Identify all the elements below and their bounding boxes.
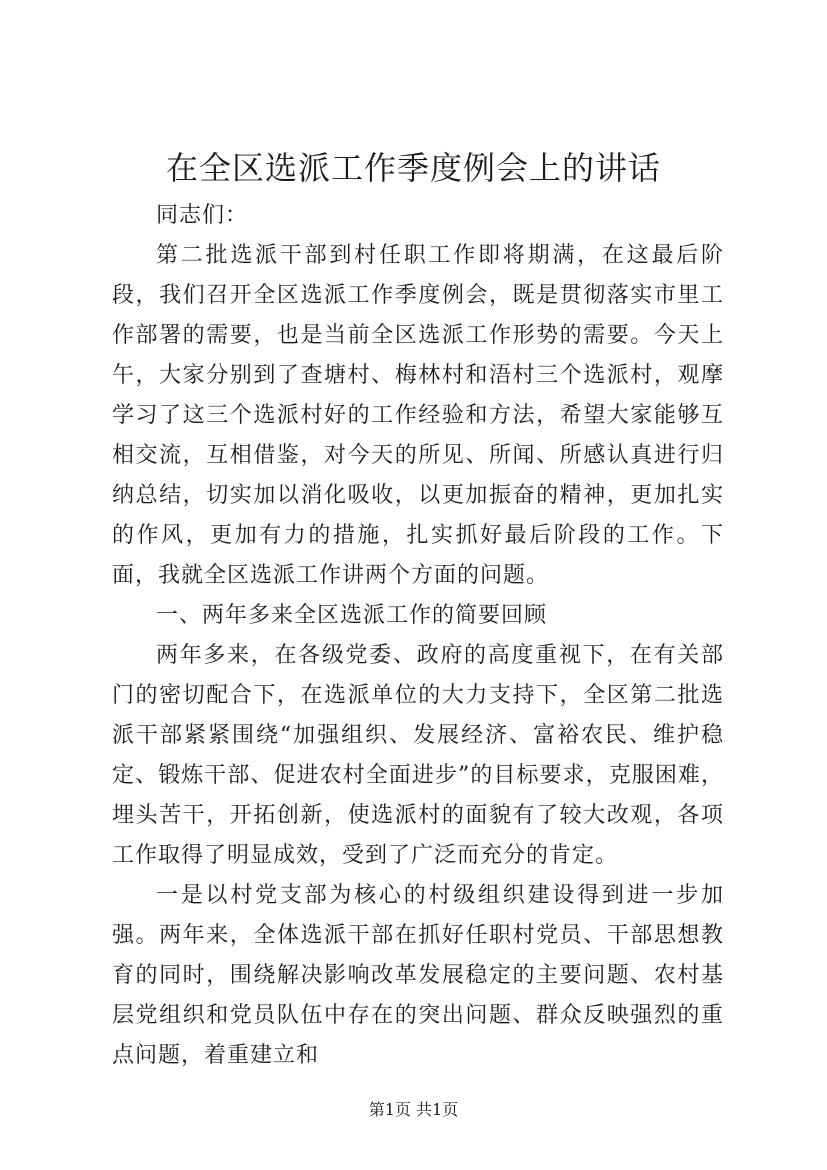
page-number-label: 第1页 共1页 bbox=[368, 1100, 459, 1119]
paragraph-point-one: 一是以村党支部为核心的村级组织建设得到进一步加强。两年来，全体选派干部在抓好任职村党员、干部思想教育的同时，围绕解决影响改革发展稳定的主要问题、农村基层党组织和党员队伍中存在的突出问题、群众反映强烈的重点问题，着重建立和 bbox=[112, 883, 724, 1068]
paragraph-review: 两年多来，在各级党委、政府的高度重视下，在有关部门的密切配合下，在选派单位的大力支持下，全区第二批选派干部紧紧围绕“加强组织、发展经济、富裕农民、维护稳定、锻炼干部、促进农村全面进步”的目标要求，克服困难，埋头苦干，开拓创新，使选派村的面貌有了较大改观，各项工作取得了明显成效，受到了广泛而充分的肯定。 bbox=[112, 643, 724, 868]
section-heading-review: 一、两年多来全区选派工作的简要回顾 bbox=[156, 603, 548, 628]
paragraph-greeting: 同志们： bbox=[156, 203, 249, 228]
document-title: 在全区选派工作季度例会上的讲话 bbox=[165, 149, 661, 187]
page-footer bbox=[0, 1098, 827, 1122]
paragraph-intro: 第二批选派干部到村任职工作即将期满，在这最后阶段，我们召开全区选派工作季度例会，既是贯彻落实市里工作部署的需要，也是当前全区选派工作形势的需要。今天上午，大家分别到了查塘村、梅林村和浯村三个选派村，观摩学习了这三个选派村好的工作经验和方法，希望大家能够互相交流，互相借鉴，对今天的所见、所闻、所感认真进行归纳总结，切实加以消化吸收，以更加振奋的精神，更加扎实的作风，更加有力的措施，扎实抓好最后阶段的工作。下面，我就全区选派工作讲两个方面的问题。 bbox=[112, 243, 724, 588]
document-body bbox=[112, 196, 724, 1076]
